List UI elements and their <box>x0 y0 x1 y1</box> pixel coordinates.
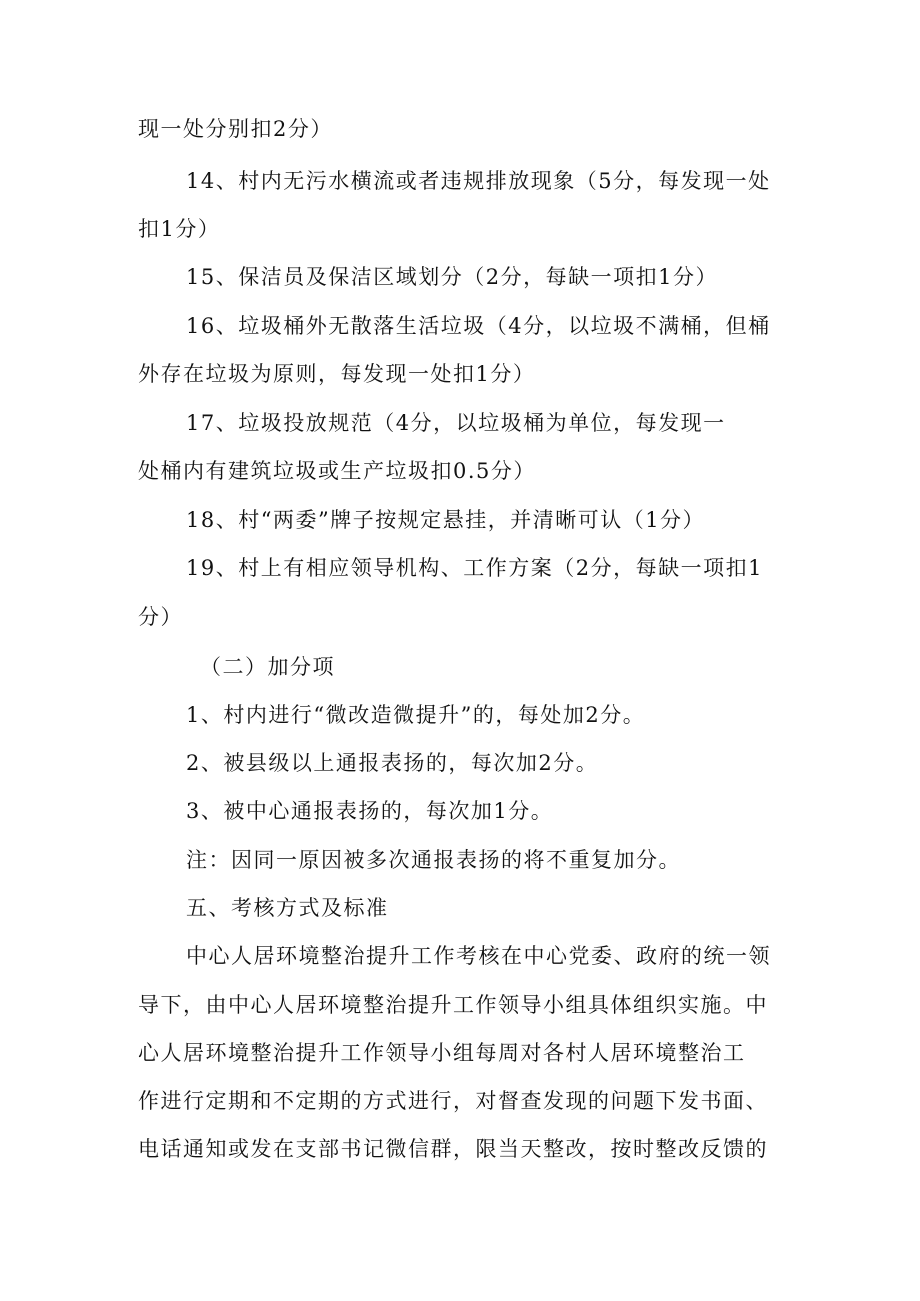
text-line: 作进行定期和不定期的方式进行，对督查发现的问题下发书面、 <box>138 1089 768 1113</box>
text-line: 分） <box>138 605 183 629</box>
text-line: 导下，由中心人居环境整治提升工作领导小组具体组织实施。中 <box>138 993 768 1017</box>
section-heading: 五、考核方式及标准 <box>186 896 389 920</box>
text-line: 19、村上有相应领导机构、工作方案（2分，每缺一项扣1 <box>186 556 763 580</box>
text-line: 18、村“两委”牌子按规定悬挂，并清晰可认（1分） <box>186 508 706 532</box>
text-line: 2、被县级以上通报表扬的，每次加2分。 <box>186 751 599 775</box>
text-line: 电话通知或发在支部书记微信群，限当天整改，按时整改反馈的 <box>138 1137 768 1161</box>
text-line: 中心人居环境整治提升工作考核在中心党委、政府的统一领 <box>186 944 771 968</box>
text-line: 外存在垃圾为原则，每发现一处扣1分） <box>138 362 536 386</box>
section-heading: （二）加分项 <box>200 655 335 679</box>
text-line: 16、垃圾桶外无散落生活垃圾（4分，以垃圾不满桶，但桶 <box>186 314 771 338</box>
text-line: 15、保洁员及保洁区域划分（2分，每缺一项扣1分） <box>186 265 718 289</box>
text-line: 14、村内无污水横流或者违规排放现象（5分，每发现一处 <box>186 169 771 193</box>
text-line: 3、被中心通报表扬的，每次加1分。 <box>186 799 554 823</box>
text-line: 1、村内进行“微改造微提升”的，每处加2分。 <box>186 703 646 727</box>
text-line: 现一处分别扣2分） <box>138 117 333 141</box>
text-line: 心人居环境整治提升工作领导小组每周对各村人居环境整治工 <box>138 1041 746 1065</box>
text-line: 17、垃圾投放规范（4分，以垃圾桶为单位，每发现一 <box>186 411 726 435</box>
text-line: 处桶内有建筑垃圾或生产垃圾扣0.5分） <box>138 459 536 483</box>
text-line: 注：因同一原因被多次通报表扬的将不重复加分。 <box>186 848 681 872</box>
text-line: 扣1分） <box>138 217 221 241</box>
